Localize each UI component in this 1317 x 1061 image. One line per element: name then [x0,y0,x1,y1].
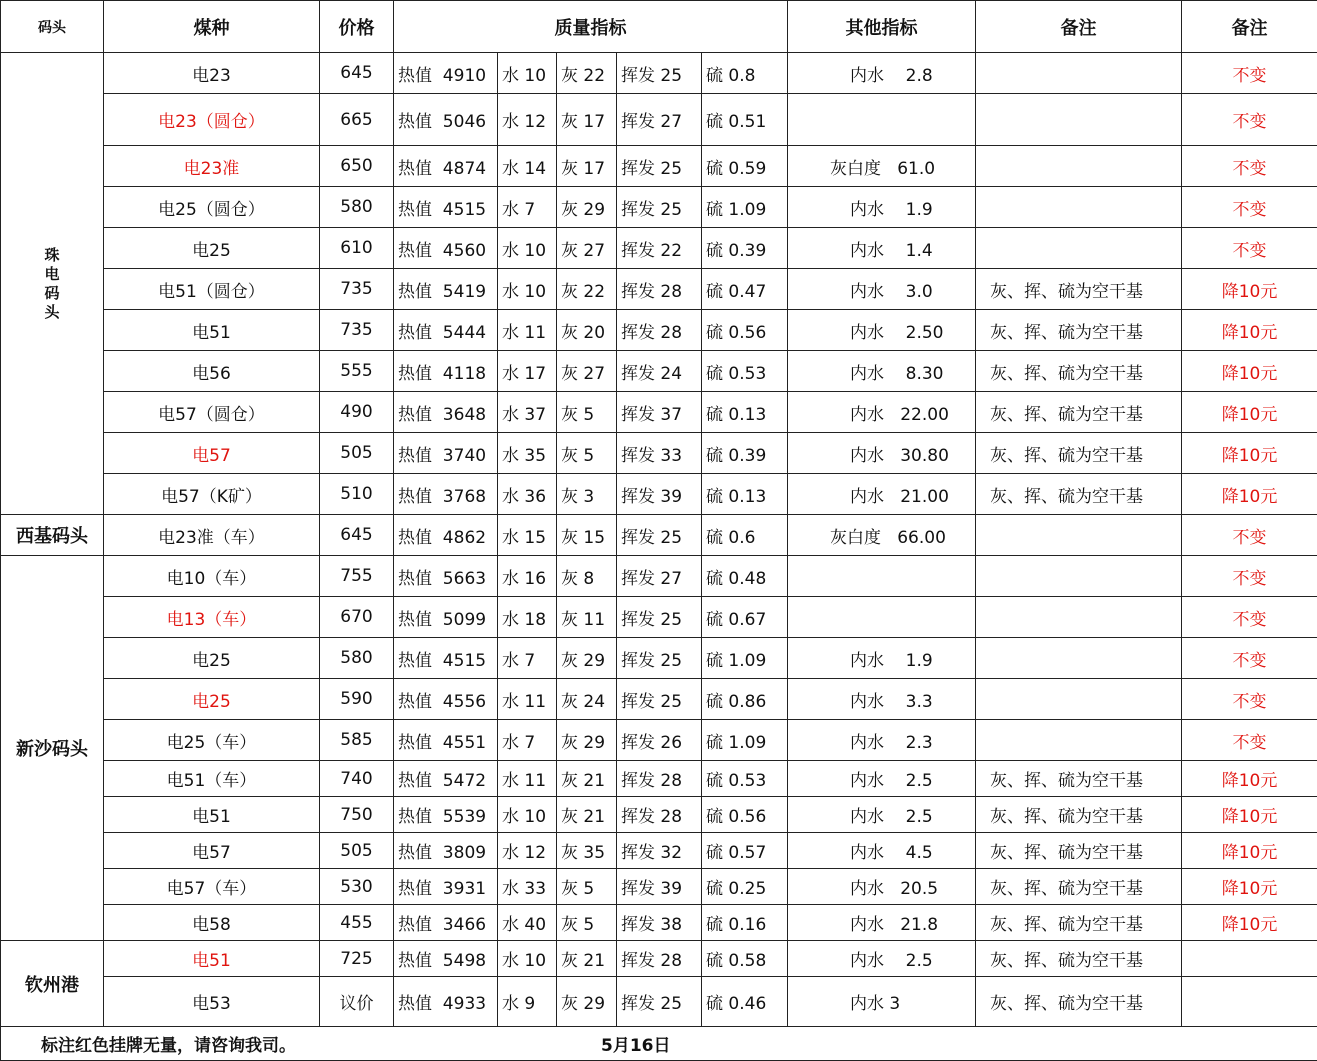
table-row [1,905,1317,941]
ash-cell: 灰 29 [557,638,617,679]
note-cell [976,556,1182,597]
price-cell: 585 [320,720,394,761]
water-cell: 水 17 [498,351,557,392]
sulfur-cell: 硫 0.56 [702,310,788,351]
sulfur-cell: 硫 1.09 [702,187,788,228]
sulfur-cell: 硫 0.46 [702,977,788,1027]
note-cell [976,679,1182,720]
change-cell: 不变 [1182,53,1317,94]
change-cell: 不变 [1182,638,1317,679]
ash-cell: 灰 5 [557,392,617,433]
sulfur-cell: 硫 0.16 [702,905,788,941]
note-cell: 灰、挥、硫为空干基 [976,474,1182,515]
sulfur-cell: 硫 0.57 [702,833,788,869]
ash-cell: 灰 21 [557,761,617,797]
water-cell: 水 40 [498,905,557,941]
note-cell: 灰、挥、硫为空干基 [976,833,1182,869]
water-cell: 水 18 [498,597,557,638]
other-index-cell: 内水 1.9 [788,638,976,679]
ash-cell: 灰 5 [557,433,617,474]
other-index-cell [788,94,976,146]
water-cell: 水 11 [498,310,557,351]
header-change: 备注 [1182,1,1317,53]
note-cell [976,228,1182,269]
price-cell: 670 [320,597,394,638]
other-index-cell: 内水 3.0 [788,269,976,310]
table-row [1,941,1317,977]
other-index-cell: 内水 4.5 [788,833,976,869]
other-index-cell: 内水 2.5 [788,761,976,797]
heat-value-cell: 热值 3740 [394,433,498,474]
table-row [1,433,1317,474]
footer-notice: 标注红色挂牌无量，请咨询我司。 [1,1031,601,1056]
heat-value-cell: 热值 4515 [394,638,498,679]
water-cell: 水 10 [498,797,557,833]
coal-type-cell: 电56 [104,351,320,392]
table-row [1,556,1317,597]
sulfur-cell: 硫 0.58 [702,941,788,977]
water-cell: 水 12 [498,833,557,869]
note-cell: 灰、挥、硫为空干基 [976,869,1182,905]
change-cell: 降10元 [1182,905,1317,941]
heat-value-cell: 热值 3648 [394,392,498,433]
other-index-cell [788,556,976,597]
coal-type-cell: 电23 [104,53,320,94]
note-cell: 灰、挥、硫为空干基 [976,797,1182,833]
water-cell: 水 10 [498,269,557,310]
wharf-cell: 新沙码头 [1,556,104,941]
coal-type-cell: 电58 [104,905,320,941]
coal-type-cell: 电51 [104,310,320,351]
note-cell [976,146,1182,187]
water-cell: 水 11 [498,761,557,797]
change-cell: 不变 [1182,146,1317,187]
sulfur-cell: 硫 1.09 [702,720,788,761]
wharf-cell: 珠 电 码 头 [1,53,104,515]
coal-type-cell: 电51 [104,941,320,977]
change-cell: 降10元 [1182,310,1317,351]
change-cell: 降10元 [1182,433,1317,474]
table-row [1,94,1317,146]
coal-type-cell: 电25（圆仓） [104,187,320,228]
volatile-cell: 挥发 28 [617,310,702,351]
table-row [1,720,1317,761]
volatile-cell: 挥发 28 [617,941,702,977]
table-row [1,833,1317,869]
volatile-cell: 挥发 28 [617,269,702,310]
price-cell: 610 [320,228,394,269]
volatile-cell: 挥发 37 [617,392,702,433]
header-row [1,1,1317,53]
price-cell: 645 [320,515,394,556]
coal-type-cell: 电23准 [104,146,320,187]
heat-value-cell: 热值 4862 [394,515,498,556]
wharf-cell: 钦州港 [1,941,104,1027]
coal-type-cell: 电57（圆仓） [104,392,320,433]
header-note: 备注 [976,1,1182,53]
coal-type-cell: 电23（圆仓） [104,94,320,146]
sulfur-cell: 硫 0.59 [702,146,788,187]
coal-type-cell: 电51 [104,797,320,833]
change-cell [1182,977,1317,1027]
change-cell: 不变 [1182,187,1317,228]
sulfur-cell: 硫 0.53 [702,351,788,392]
coal-type-cell: 电10（车） [104,556,320,597]
volatile-cell: 挥发 28 [617,761,702,797]
table-body [1,53,1317,1027]
volatile-cell: 挥发 25 [617,515,702,556]
footer-date: 5月16日 [601,1036,671,1056]
note-cell [976,94,1182,146]
table-row [1,392,1317,433]
ash-cell: 灰 8 [557,556,617,597]
water-cell: 水 14 [498,146,557,187]
table-row [1,269,1317,310]
heat-value-cell: 热值 3809 [394,833,498,869]
heat-value-cell: 热值 4874 [394,146,498,187]
table-row [1,869,1317,905]
price-cell: 505 [320,833,394,869]
table-row [1,977,1317,1027]
price-cell: 455 [320,905,394,941]
price-cell: 735 [320,310,394,351]
table-row [1,474,1317,515]
water-cell: 水 35 [498,433,557,474]
ash-cell: 灰 20 [557,310,617,351]
sulfur-cell: 硫 0.25 [702,869,788,905]
wharf-cell: 西基码头 [1,515,104,556]
sulfur-cell: 硫 0.47 [702,269,788,310]
other-index-cell: 内水 2.50 [788,310,976,351]
coal-type-cell: 电53 [104,977,320,1027]
other-index-cell: 内水 20.5 [788,869,976,905]
coal-type-cell: 电51（车） [104,761,320,797]
price-cell: 755 [320,556,394,597]
price-cell: 650 [320,146,394,187]
note-cell: 灰、挥、硫为空干基 [976,905,1182,941]
ash-cell: 灰 27 [557,228,617,269]
price-cell: 735 [320,269,394,310]
change-cell: 不变 [1182,720,1317,761]
volatile-cell: 挥发 26 [617,720,702,761]
ash-cell: 灰 27 [557,351,617,392]
other-index-cell: 内水 1.4 [788,228,976,269]
other-index-cell: 内水 2.5 [788,941,976,977]
volatile-cell: 挥发 25 [617,53,702,94]
note-cell [976,597,1182,638]
other-index-cell: 内水 21.8 [788,905,976,941]
change-cell: 降10元 [1182,833,1317,869]
coal-type-cell: 电25（车） [104,720,320,761]
table-row [1,679,1317,720]
water-cell: 水 7 [498,638,557,679]
change-cell: 降10元 [1182,761,1317,797]
note-cell [976,720,1182,761]
volatile-cell: 挥发 22 [617,228,702,269]
volatile-cell: 挥发 38 [617,905,702,941]
sulfur-cell: 硫 0.39 [702,433,788,474]
footer-cell [1,1027,1317,1061]
table-row [1,351,1317,392]
note-cell [976,53,1182,94]
other-index-cell: 内水 1.9 [788,187,976,228]
heat-value-cell: 热值 5046 [394,94,498,146]
volatile-cell: 挥发 33 [617,433,702,474]
ash-cell: 灰 22 [557,53,617,94]
footer-row [1,1027,1317,1061]
change-cell: 不变 [1182,94,1317,146]
ash-cell: 灰 29 [557,977,617,1027]
volatile-cell: 挥发 32 [617,833,702,869]
note-cell [976,638,1182,679]
price-cell: 750 [320,797,394,833]
heat-value-cell: 热值 3931 [394,869,498,905]
ash-cell: 灰 17 [557,94,617,146]
coal-type-cell: 电57（K矿） [104,474,320,515]
coal-type-cell: 电25 [104,679,320,720]
note-cell: 灰、挥、硫为空干基 [976,761,1182,797]
heat-value-cell: 热值 4910 [394,53,498,94]
coal-type-cell: 电25 [104,638,320,679]
change-cell: 不变 [1182,597,1317,638]
heat-value-cell: 热值 4515 [394,187,498,228]
volatile-cell: 挥发 39 [617,474,702,515]
price-cell: 490 [320,392,394,433]
note-cell: 灰、挥、硫为空干基 [976,941,1182,977]
other-index-cell: 内水 2.5 [788,797,976,833]
table-row [1,515,1317,556]
note-cell: 灰、挥、硫为空干基 [976,392,1182,433]
water-cell: 水 37 [498,392,557,433]
sulfur-cell: 硫 1.09 [702,638,788,679]
heat-value-cell: 热值 4556 [394,679,498,720]
water-cell: 水 10 [498,228,557,269]
sulfur-cell: 硫 0.67 [702,597,788,638]
note-cell: 灰、挥、硫为空干基 [976,433,1182,474]
price-cell: 555 [320,351,394,392]
volatile-cell: 挥发 25 [617,597,702,638]
note-cell: 灰、挥、硫为空干基 [976,310,1182,351]
sulfur-cell: 硫 0.8 [702,53,788,94]
price-cell: 议价 [320,977,394,1027]
heat-value-cell: 热值 4560 [394,228,498,269]
volatile-cell: 挥发 27 [617,94,702,146]
change-cell: 降10元 [1182,797,1317,833]
other-index-cell: 灰白度 66.00 [788,515,976,556]
change-cell: 不变 [1182,679,1317,720]
other-index-cell [788,597,976,638]
header-price: 价格 [320,1,394,53]
heat-value-cell: 热值 3768 [394,474,498,515]
ash-cell: 灰 24 [557,679,617,720]
ash-cell: 灰 29 [557,187,617,228]
note-cell: 灰、挥、硫为空干基 [976,351,1182,392]
ash-cell: 灰 21 [557,941,617,977]
change-cell: 降10元 [1182,351,1317,392]
sulfur-cell: 硫 0.48 [702,556,788,597]
note-cell: 灰、挥、硫为空干基 [976,977,1182,1027]
table-row [1,638,1317,679]
volatile-cell: 挥发 25 [617,679,702,720]
other-index-cell: 内水 22.00 [788,392,976,433]
sulfur-cell: 硫 0.56 [702,797,788,833]
water-cell: 水 9 [498,977,557,1027]
price-cell: 580 [320,638,394,679]
price-cell: 725 [320,941,394,977]
note-cell: 灰、挥、硫为空干基 [976,269,1182,310]
change-cell: 不变 [1182,515,1317,556]
volatile-cell: 挥发 25 [617,146,702,187]
volatile-cell: 挥发 39 [617,869,702,905]
price-cell: 505 [320,433,394,474]
ash-cell: 灰 35 [557,833,617,869]
price-cell: 665 [320,94,394,146]
water-cell: 水 36 [498,474,557,515]
heat-value-cell: 热值 4551 [394,720,498,761]
other-index-cell: 内水 3.3 [788,679,976,720]
change-cell: 降10元 [1182,392,1317,433]
sulfur-cell: 硫 0.6 [702,515,788,556]
ash-cell: 灰 22 [557,269,617,310]
table-row [1,146,1317,187]
water-cell: 水 10 [498,53,557,94]
volatile-cell: 挥发 25 [617,977,702,1027]
volatile-cell: 挥发 25 [617,638,702,679]
heat-value-cell: 热值 5472 [394,761,498,797]
table-row [1,797,1317,833]
heat-value-cell: 热值 5498 [394,941,498,977]
volatile-cell: 挥发 28 [617,797,702,833]
other-index-cell: 内水 30.80 [788,433,976,474]
price-cell: 740 [320,761,394,797]
sulfur-cell: 硫 0.86 [702,679,788,720]
table-row [1,53,1317,94]
header-coal-type: 煤种 [104,1,320,53]
coal-type-cell: 电57 [104,833,320,869]
ash-cell: 灰 17 [557,146,617,187]
price-cell: 530 [320,869,394,905]
other-index-cell: 内水 2.3 [788,720,976,761]
water-cell: 水 10 [498,941,557,977]
heat-value-cell: 热值 5539 [394,797,498,833]
ash-cell: 灰 11 [557,597,617,638]
table-row [1,310,1317,351]
change-cell: 降10元 [1182,474,1317,515]
price-cell: 590 [320,679,394,720]
heat-value-cell: 热值 3466 [394,905,498,941]
heat-value-cell: 热值 4118 [394,351,498,392]
other-index-cell: 灰白度 61.0 [788,146,976,187]
ash-cell: 灰 29 [557,720,617,761]
table-row [1,761,1317,797]
sulfur-cell: 硫 0.39 [702,228,788,269]
heat-value-cell: 热值 5663 [394,556,498,597]
table-row [1,228,1317,269]
header-wharf: 码头 [1,1,104,53]
price-cell: 645 [320,53,394,94]
water-cell: 水 7 [498,187,557,228]
volatile-cell: 挥发 27 [617,556,702,597]
sulfur-cell: 硫 0.13 [702,474,788,515]
sulfur-cell: 硫 0.53 [702,761,788,797]
header-other: 其他指标 [788,1,976,53]
ash-cell: 灰 21 [557,797,617,833]
change-cell: 降10元 [1182,869,1317,905]
change-cell: 降10元 [1182,269,1317,310]
heat-value-cell: 热值 5419 [394,269,498,310]
price-cell: 510 [320,474,394,515]
volatile-cell: 挥发 25 [617,187,702,228]
coal-type-cell: 电13（车） [104,597,320,638]
water-cell: 水 7 [498,720,557,761]
heat-value-cell: 热值 5444 [394,310,498,351]
coal-type-cell: 电25 [104,228,320,269]
change-cell [1182,941,1317,977]
volatile-cell: 挥发 24 [617,351,702,392]
heat-value-cell: 热值 5099 [394,597,498,638]
change-cell: 不变 [1182,556,1317,597]
water-cell: 水 33 [498,869,557,905]
ash-cell: 灰 5 [557,905,617,941]
other-index-cell: 内水 8.30 [788,351,976,392]
water-cell: 水 12 [498,94,557,146]
price-cell: 580 [320,187,394,228]
note-cell [976,187,1182,228]
water-cell: 水 11 [498,679,557,720]
header-quality: 质量指标 [394,1,788,53]
coal-type-cell: 电57（车） [104,869,320,905]
table-row [1,187,1317,228]
ash-cell: 灰 3 [557,474,617,515]
coal-type-cell: 电51（圆仓） [104,269,320,310]
coal-type-cell: 电23准（车） [104,515,320,556]
note-cell [976,515,1182,556]
other-index-cell: 内水 2.8 [788,53,976,94]
sulfur-cell: 硫 0.13 [702,392,788,433]
table-row [1,597,1317,638]
coal-type-cell: 电57 [104,433,320,474]
sulfur-cell: 硫 0.51 [702,94,788,146]
water-cell: 水 15 [498,515,557,556]
other-index-cell: 内水 3 [788,977,976,1027]
water-cell: 水 16 [498,556,557,597]
ash-cell: 灰 15 [557,515,617,556]
ash-cell: 灰 5 [557,869,617,905]
change-cell: 不变 [1182,228,1317,269]
other-index-cell: 内水 21.00 [788,474,976,515]
heat-value-cell: 热值 4933 [394,977,498,1027]
